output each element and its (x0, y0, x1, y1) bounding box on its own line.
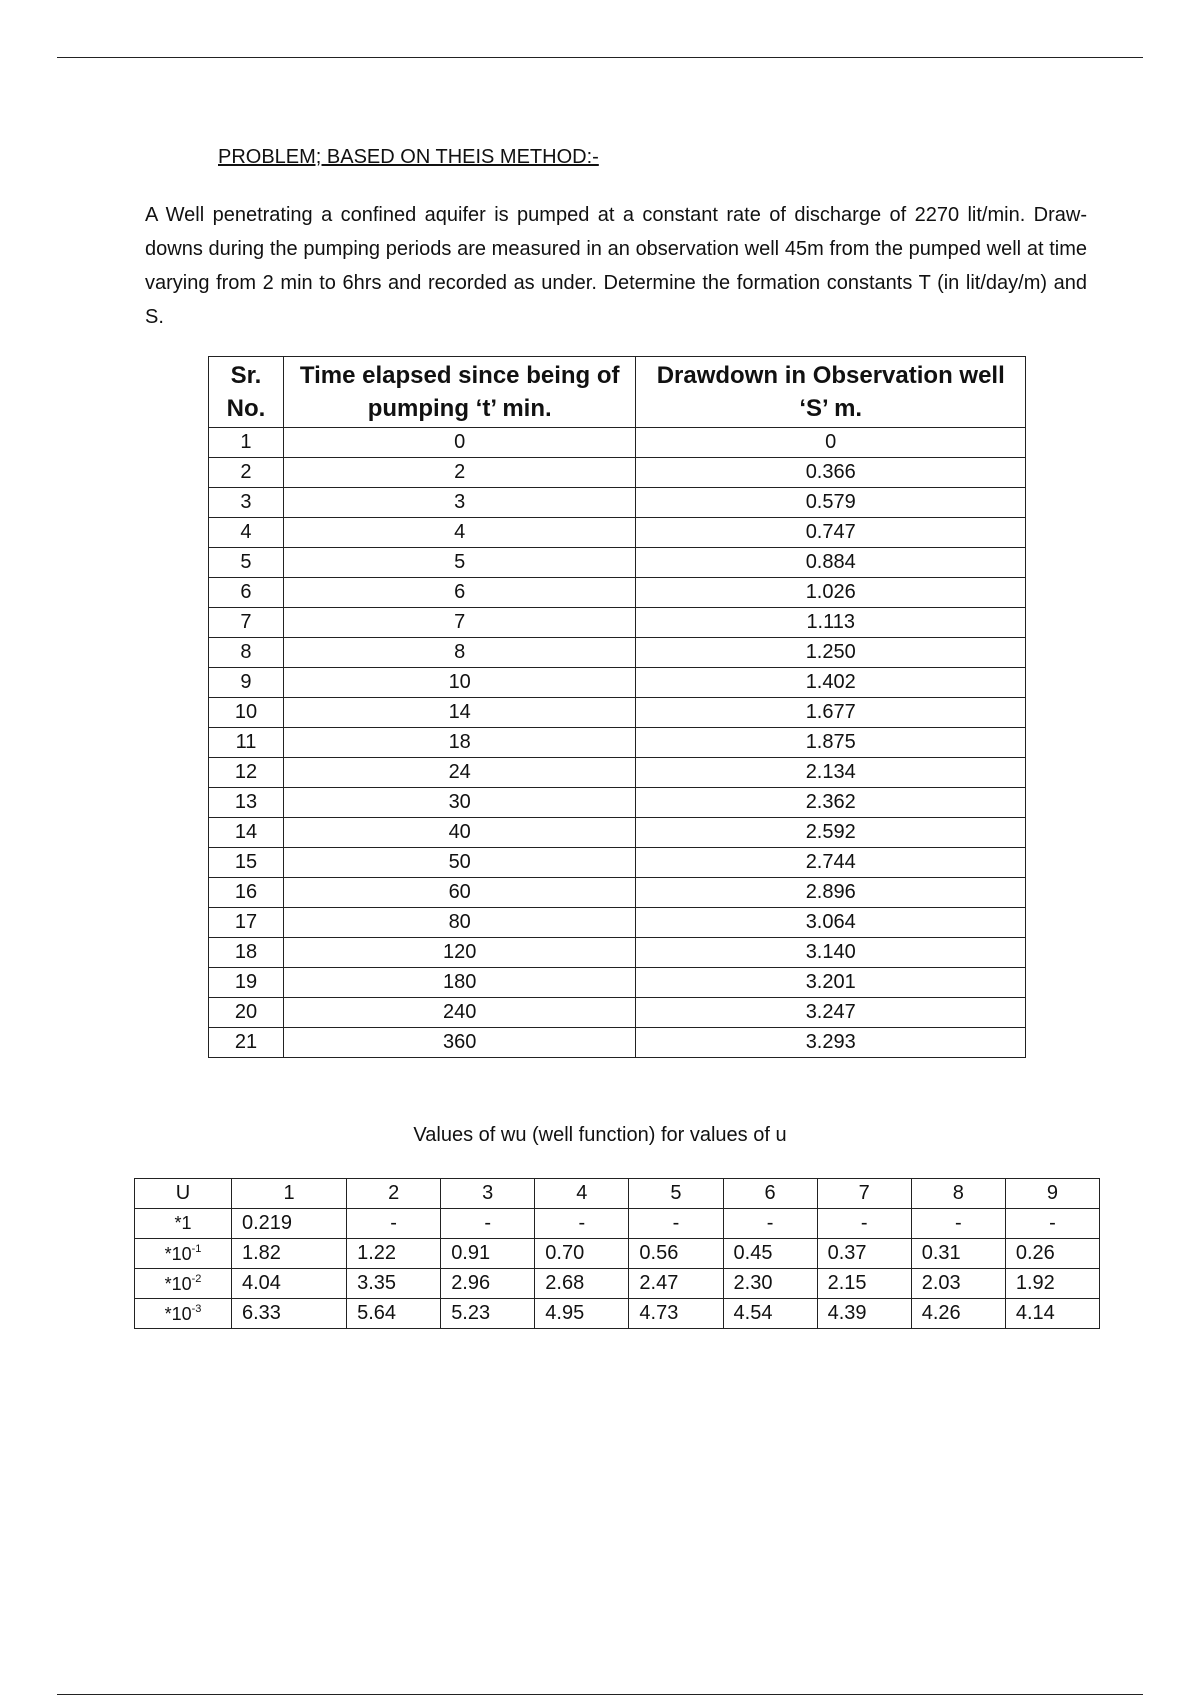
drawdown-table (208, 356, 1026, 1058)
well-function-table (134, 1178, 1100, 1329)
table-row (209, 758, 1026, 788)
time-cell: 2 (283, 458, 636, 488)
drawdown-cell: 0.579 (636, 488, 1026, 518)
u-scale-exponent: -3 (191, 1302, 202, 1315)
drawdown-cell: 1.250 (636, 638, 1026, 668)
sr-no-cell: 21 (209, 1028, 284, 1058)
well-function-value-cell: 4.26 (911, 1299, 1005, 1329)
well-function-value-cell: 1.92 (1005, 1269, 1099, 1299)
table-row (209, 548, 1026, 578)
u-header-cell: U (135, 1179, 232, 1209)
well-function-value-cell: 0.56 (629, 1239, 723, 1269)
table-row (209, 518, 1026, 548)
time-cell: 7 (283, 608, 636, 638)
table-row (209, 668, 1026, 698)
drawdown-cell: 2.134 (636, 758, 1026, 788)
multiplier-header-cell: 3 (441, 1179, 535, 1209)
well-function-value-cell: 2.96 (441, 1269, 535, 1299)
well-function-value-cell: 0.91 (441, 1239, 535, 1269)
time-cell: 24 (283, 758, 636, 788)
well-function-caption: Values of wu (well function) for values of u (413, 1124, 787, 1146)
time-cell: 120 (283, 938, 636, 968)
well-function-value-cell: - (723, 1209, 817, 1239)
sr-no-cell: 7 (209, 608, 284, 638)
drawdown-cell: 3.201 (636, 968, 1026, 998)
sr-no-cell: 18 (209, 938, 284, 968)
table-row (209, 998, 1026, 1028)
well-function-value-cell: 5.64 (347, 1299, 441, 1329)
table-row (209, 968, 1026, 998)
multiplier-header-cell: 9 (1005, 1179, 1099, 1209)
problem-text: A Well penetrating a confined aquifer is pumped at a constant rate of discharge of 2270 lit/min. Draw-downs during the pumping periods are measured in an observation well 45m from the pumped well at time varying from 2 min to 6hrs and recorded as under. Determine the formation constants T (in lit/day/m) and S. (145, 204, 1087, 328)
u-scale-cell (135, 1299, 232, 1329)
table-row (209, 698, 1026, 728)
well-function-value-cell: 2.03 (911, 1269, 1005, 1299)
well-function-value-cell: 4.39 (817, 1299, 911, 1329)
drawdown-cell: 2.362 (636, 788, 1026, 818)
well-function-value-cell: 2.30 (723, 1269, 817, 1299)
time-cell: 0 (283, 428, 636, 458)
table-row (209, 1028, 1026, 1058)
u-scale-cell (135, 1269, 232, 1299)
drawdown-cell: 1.677 (636, 698, 1026, 728)
time-cell: 14 (283, 698, 636, 728)
drawdown-cell: 0.747 (636, 518, 1026, 548)
well-function-value-cell: - (535, 1209, 629, 1239)
multiplier-header-cell: 4 (535, 1179, 629, 1209)
well-function-value-cell: 0.70 (535, 1239, 629, 1269)
u-scale-base: *10 (164, 1303, 192, 1324)
well-function-table-body (135, 1179, 1100, 1329)
table-row (209, 878, 1026, 908)
multiplier-header-cell: 5 (629, 1179, 723, 1209)
u-scale-exponent: -1 (191, 1242, 202, 1255)
well-function-value-cell: 4.54 (723, 1299, 817, 1329)
time-cell: 6 (283, 578, 636, 608)
well-function-value-cell: - (441, 1209, 535, 1239)
table-row (209, 848, 1026, 878)
table-row (135, 1209, 1100, 1239)
drawdown-cell: 1.113 (636, 608, 1026, 638)
sr-no-cell: 9 (209, 668, 284, 698)
time-cell: 18 (283, 728, 636, 758)
top-rule (57, 57, 1143, 58)
table-row (209, 818, 1026, 848)
drawdown-cell: 1.026 (636, 578, 1026, 608)
time-cell: 180 (283, 968, 636, 998)
well-function-value-cell: 4.14 (1005, 1299, 1099, 1329)
sr-no-cell: 10 (209, 698, 284, 728)
sr-no-cell: 11 (209, 728, 284, 758)
drawdown-cell: 1.402 (636, 668, 1026, 698)
drawdown-cell: 3.247 (636, 998, 1026, 1028)
table-row (209, 458, 1026, 488)
drawdown-table-body (209, 428, 1026, 1058)
header-draw-line1: Drawdown in Observation well (656, 362, 1005, 389)
drawdown-cell: 1.875 (636, 728, 1026, 758)
sr-no-cell: 15 (209, 848, 284, 878)
time-cell: 240 (283, 998, 636, 1028)
well-function-value-cell: 2.15 (817, 1269, 911, 1299)
well-function-value-cell: 1.82 (232, 1239, 347, 1269)
table-row (135, 1269, 1100, 1299)
time-cell: 40 (283, 818, 636, 848)
drawdown-cell: 3.293 (636, 1028, 1026, 1058)
drawdown-cell: 3.140 (636, 938, 1026, 968)
drawdown-cell: 2.896 (636, 878, 1026, 908)
u-scale-base: *10 (164, 1273, 192, 1294)
bottom-rule (57, 1694, 1143, 1695)
table-row (209, 578, 1026, 608)
sr-no-cell: 20 (209, 998, 284, 1028)
well-function-value-cell: 1.22 (347, 1239, 441, 1269)
table-row (209, 788, 1026, 818)
header-time-line2: pumping ‘t’ min. (367, 395, 552, 422)
drawdown-cell: 2.592 (636, 818, 1026, 848)
time-cell: 10 (283, 668, 636, 698)
multiplier-header-cell: 2 (347, 1179, 441, 1209)
well-function-header-row (135, 1179, 1100, 1209)
well-function-value-cell: - (629, 1209, 723, 1239)
u-scale-base: *1 (174, 1213, 192, 1233)
multiplier-header-cell: 8 (911, 1179, 1005, 1209)
u-scale-cell (135, 1239, 232, 1269)
sr-no-cell: 14 (209, 818, 284, 848)
table-row (209, 488, 1026, 518)
time-cell: 80 (283, 908, 636, 938)
drawdown-cell: 0.366 (636, 458, 1026, 488)
sr-no-cell: 1 (209, 428, 284, 458)
sr-no-cell: 5 (209, 548, 284, 578)
header-sr-no (209, 357, 284, 428)
header-sr-line2: No. (226, 395, 266, 422)
multiplier-header-cell: 6 (723, 1179, 817, 1209)
multiplier-header-cell: 7 (817, 1179, 911, 1209)
well-function-value-cell: 0.26 (1005, 1239, 1099, 1269)
well-function-value-cell: - (817, 1209, 911, 1239)
header-draw-line2: ‘S’ m. (799, 395, 863, 422)
well-function-value-cell: 0.219 (232, 1209, 347, 1239)
well-function-value-cell: - (1005, 1209, 1099, 1239)
u-scale-cell (135, 1209, 232, 1239)
time-cell: 5 (283, 548, 636, 578)
time-cell: 360 (283, 1028, 636, 1058)
table-row (209, 938, 1026, 968)
table-row (209, 728, 1026, 758)
problem-heading: PROBLEM; BASED ON THEIS METHOD:- (218, 146, 599, 168)
time-cell: 60 (283, 878, 636, 908)
header-time-line1: Time elapsed since being of (299, 362, 620, 389)
sr-no-cell: 12 (209, 758, 284, 788)
sr-no-cell: 3 (209, 488, 284, 518)
sr-no-cell: 16 (209, 878, 284, 908)
time-cell: 50 (283, 848, 636, 878)
well-function-value-cell: 6.33 (232, 1299, 347, 1329)
header-drawdown (636, 357, 1026, 428)
drawdown-cell: 0.884 (636, 548, 1026, 578)
drawdown-cell: 3.064 (636, 908, 1026, 938)
u-scale-exponent: -2 (191, 1272, 202, 1285)
well-function-value-cell: 4.73 (629, 1299, 723, 1329)
well-function-value-cell: 0.45 (723, 1239, 817, 1269)
table-row (209, 608, 1026, 638)
table-row (209, 428, 1026, 458)
sr-no-cell: 2 (209, 458, 284, 488)
sr-no-cell: 8 (209, 638, 284, 668)
sr-no-cell: 6 (209, 578, 284, 608)
time-cell: 8 (283, 638, 636, 668)
sr-no-cell: 4 (209, 518, 284, 548)
sr-no-cell: 13 (209, 788, 284, 818)
well-function-value-cell: - (911, 1209, 1005, 1239)
well-function-value-cell: - (347, 1209, 441, 1239)
drawdown-table-header (209, 357, 1026, 428)
well-function-value-cell: 5.23 (441, 1299, 535, 1329)
well-function-value-cell: 2.47 (629, 1269, 723, 1299)
time-cell: 4 (283, 518, 636, 548)
well-function-value-cell: 0.31 (911, 1239, 1005, 1269)
table-row (135, 1299, 1100, 1329)
table-row (209, 638, 1026, 668)
drawdown-cell: 2.744 (636, 848, 1026, 878)
table-row (209, 908, 1026, 938)
well-function-value-cell: 4.04 (232, 1269, 347, 1299)
header-sr-line1: Sr. (230, 362, 262, 389)
well-function-value-cell: 2.68 (535, 1269, 629, 1299)
sr-no-cell: 19 (209, 968, 284, 998)
u-scale-base: *10 (164, 1243, 192, 1264)
sr-no-cell: 17 (209, 908, 284, 938)
multiplier-header-cell: 1 (232, 1179, 347, 1209)
header-time (283, 357, 636, 428)
time-cell: 30 (283, 788, 636, 818)
well-function-value-cell: 3.35 (347, 1269, 441, 1299)
table-row (135, 1239, 1100, 1269)
time-cell: 3 (283, 488, 636, 518)
well-function-value-cell: 0.37 (817, 1239, 911, 1269)
drawdown-cell: 0 (636, 428, 1026, 458)
well-function-value-cell: 4.95 (535, 1299, 629, 1329)
